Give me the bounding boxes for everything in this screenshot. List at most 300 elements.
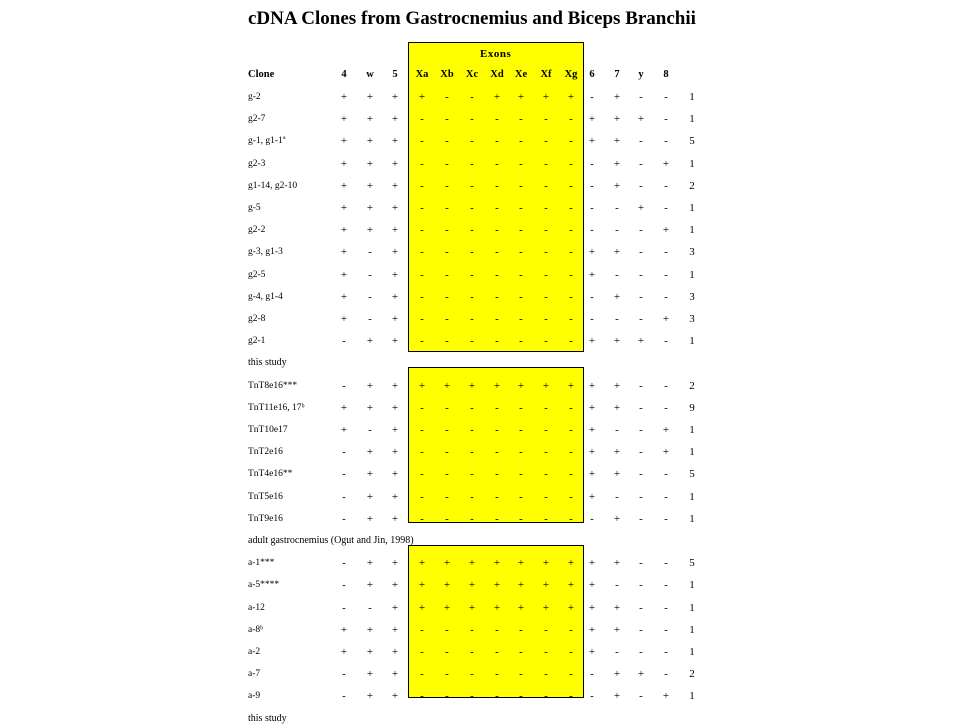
- exon-presence-cell: -: [569, 512, 573, 525]
- exon-presence-cell: +: [391, 379, 399, 392]
- exon-presence-cell: +: [366, 113, 374, 126]
- exon-presence-cell: +: [662, 224, 670, 237]
- exon-presence-cell: +: [613, 379, 621, 392]
- exon-presence-cell: -: [544, 202, 548, 214]
- exon-presence-cell: -: [495, 268, 499, 281]
- exon-presence-cell: +: [418, 379, 426, 392]
- exon-column-header: 7: [614, 69, 620, 80]
- exon-presence-cell: +: [613, 179, 621, 192]
- exon-presence-cell: -: [420, 113, 424, 126]
- exon-presence-cell: -: [615, 268, 619, 281]
- exon-presence-cell: +: [366, 557, 374, 570]
- exon-presence-cell: +: [366, 579, 374, 592]
- exon-presence-cell: -: [420, 623, 424, 636]
- exon-presence-cell: -: [495, 446, 499, 459]
- exon-presence-cell: -: [590, 224, 594, 237]
- clone-name: g2-7: [248, 114, 266, 125]
- exon-presence-cell: +: [391, 401, 399, 414]
- clone-count: 1: [689, 268, 695, 281]
- exon-presence-cell: -: [615, 224, 619, 237]
- clone-count: 1: [689, 579, 695, 592]
- exon-presence-cell: +: [542, 579, 550, 592]
- exon-presence-cell: +: [468, 601, 476, 614]
- exon-presence-cell: -: [639, 224, 643, 237]
- exon-presence-cell: -: [495, 246, 499, 259]
- exon-presence-cell: -: [615, 313, 619, 325]
- exon-presence-cell: -: [544, 490, 548, 503]
- exon-presence-cell: +: [418, 601, 426, 614]
- exon-presence-cell: -: [420, 135, 424, 148]
- exon-presence-cell: +: [340, 157, 348, 170]
- exon-presence-cell: -: [445, 202, 449, 214]
- exon-presence-cell: +: [613, 690, 621, 703]
- exon-presence-cell: -: [495, 113, 499, 126]
- table-row: [0, 378, 960, 394]
- exon-presence-cell: +: [588, 246, 596, 259]
- exon-presence-cell: +: [391, 468, 399, 481]
- table-row: [0, 222, 960, 238]
- exon-presence-cell: +: [366, 401, 374, 414]
- exon-presence-cell: +: [567, 379, 575, 392]
- exon-presence-cell: -: [495, 179, 499, 192]
- exon-presence-cell: -: [445, 668, 449, 681]
- clone-name: a-2: [248, 647, 261, 657]
- clone-count: 2: [689, 379, 695, 392]
- exon-presence-cell: -: [470, 623, 474, 636]
- exon-presence-cell: +: [637, 113, 645, 126]
- table-row: [0, 133, 960, 149]
- exon-presence-cell: +: [613, 113, 621, 126]
- exon-presence-cell: +: [418, 91, 426, 103]
- exon-presence-cell: +: [493, 557, 501, 570]
- exon-presence-cell: +: [391, 91, 399, 103]
- exon-presence-cell: -: [544, 157, 548, 170]
- exon-presence-cell: -: [368, 601, 372, 614]
- exon-presence-cell: -: [519, 401, 523, 414]
- exon-presence-cell: -: [569, 179, 573, 192]
- exon-presence-cell: -: [495, 668, 499, 681]
- exon-presence-cell: -: [664, 601, 668, 614]
- exon-presence-cell: +: [588, 579, 596, 592]
- exon-presence-cell: +: [366, 135, 374, 148]
- exon-presence-cell: -: [544, 135, 548, 148]
- exon-presence-cell: +: [493, 91, 501, 103]
- exon-presence-cell: +: [613, 446, 621, 459]
- exon-presence-cell: +: [340, 202, 348, 214]
- exon-presence-cell: -: [569, 335, 573, 348]
- exon-presence-cell: +: [443, 601, 451, 614]
- exon-presence-cell: -: [569, 202, 573, 214]
- exon-presence-cell: -: [590, 91, 594, 103]
- exon-presence-cell: +: [366, 157, 374, 170]
- exon-presence-cell: -: [590, 179, 594, 192]
- exon-presence-cell: -: [615, 646, 619, 658]
- exon-presence-cell: +: [567, 91, 575, 103]
- clone-name: a-5****: [248, 580, 280, 591]
- exon-presence-cell: -: [420, 401, 424, 414]
- exon-presence-cell: -: [495, 135, 499, 148]
- exon-presence-cell: +: [588, 446, 596, 459]
- exon-presence-cell: +: [542, 379, 550, 392]
- exon-presence-cell: +: [613, 91, 621, 103]
- exon-presence-cell: +: [391, 113, 399, 126]
- exon-presence-cell: +: [391, 623, 399, 636]
- exon-presence-cell: -: [544, 179, 548, 192]
- exon-presence-cell: -: [470, 179, 474, 192]
- exon-presence-cell: -: [470, 690, 474, 703]
- section-label: this study: [248, 357, 287, 369]
- exon-presence-cell: -: [420, 179, 424, 192]
- exon-presence-cell: -: [544, 668, 548, 681]
- clone-name: g2-5: [248, 269, 266, 280]
- clone-name: a-9: [248, 691, 261, 702]
- exon-presence-cell: -: [519, 135, 523, 148]
- clone-count: 1: [689, 446, 695, 459]
- exon-presence-cell: -: [639, 468, 643, 481]
- exon-presence-cell: -: [569, 157, 573, 170]
- exon-presence-cell: -: [664, 668, 668, 681]
- exon-presence-cell: +: [588, 623, 596, 636]
- table-row: [0, 111, 960, 127]
- exon-column-header: Xf: [540, 69, 552, 80]
- exon-presence-cell: -: [445, 91, 449, 103]
- exon-presence-cell: +: [662, 424, 670, 436]
- exon-presence-cell: -: [615, 202, 619, 214]
- exon-column-header: Xb: [440, 69, 454, 80]
- exon-presence-cell: -: [470, 202, 474, 214]
- exon-presence-cell: -: [569, 313, 573, 325]
- exon-presence-cell: -: [445, 468, 449, 481]
- exon-presence-cell: +: [493, 601, 501, 614]
- exon-presence-cell: -: [639, 646, 643, 658]
- exon-presence-cell: -: [445, 690, 449, 703]
- exon-presence-cell: -: [420, 268, 424, 281]
- exon-presence-cell: +: [391, 601, 399, 614]
- exon-presence-cell: +: [391, 313, 399, 325]
- clone-name: TnT5e16: [248, 491, 283, 502]
- table-row: [0, 400, 960, 416]
- clone-name: TnT11e16, 17ᵇ: [248, 402, 305, 413]
- exon-presence-cell: -: [664, 113, 668, 126]
- exon-presence-cell: -: [569, 113, 573, 126]
- exon-presence-cell: -: [445, 313, 449, 325]
- exon-presence-cell: -: [342, 690, 346, 703]
- clone-count: 3: [689, 290, 695, 303]
- exon-presence-cell: +: [517, 601, 525, 614]
- clone-name: g-5: [248, 203, 261, 213]
- exon-presence-cell: -: [342, 490, 346, 503]
- exon-presence-cell: -: [544, 224, 548, 237]
- exon-presence-cell: -: [420, 690, 424, 703]
- exon-presence-cell: +: [613, 335, 621, 348]
- exon-presence-cell: -: [495, 401, 499, 414]
- exon-presence-cell: -: [664, 379, 668, 392]
- table-row: [0, 644, 960, 660]
- exon-presence-cell: -: [544, 424, 548, 436]
- exon-presence-cell: -: [445, 179, 449, 192]
- exon-presence-cell: -: [519, 446, 523, 459]
- exon-presence-cell: +: [391, 179, 399, 192]
- exon-presence-cell: +: [340, 313, 348, 325]
- exon-presence-cell: -: [470, 424, 474, 436]
- exon-presence-cell: -: [495, 468, 499, 481]
- table-row: [0, 666, 960, 682]
- clone-name: TnT8e16***: [248, 380, 298, 391]
- clone-count: 3: [689, 313, 695, 325]
- exon-presence-cell: +: [391, 135, 399, 148]
- exon-presence-cell: +: [493, 579, 501, 592]
- exon-presence-cell: -: [519, 179, 523, 192]
- exon-presence-cell: -: [639, 623, 643, 636]
- exon-presence-cell: -: [420, 313, 424, 325]
- exon-presence-cell: -: [470, 313, 474, 325]
- exon-presence-cell: -: [544, 446, 548, 459]
- exon-presence-cell: +: [613, 601, 621, 614]
- exon-presence-cell: -: [664, 512, 668, 525]
- exon-presence-cell: +: [391, 268, 399, 281]
- clone-count: 1: [689, 690, 695, 703]
- table-row: [0, 156, 960, 172]
- exon-column-header: 4: [341, 69, 347, 80]
- exon-presence-cell: -: [664, 246, 668, 259]
- exon-presence-cell: +: [366, 468, 374, 481]
- exon-presence-cell: -: [420, 468, 424, 481]
- exon-presence-cell: +: [366, 91, 374, 103]
- exon-presence-cell: -: [470, 468, 474, 481]
- table-row: [0, 688, 960, 704]
- exon-presence-cell: +: [340, 135, 348, 148]
- exon-presence-cell: -: [664, 335, 668, 348]
- exon-presence-cell: -: [445, 246, 449, 259]
- exon-presence-cell: -: [420, 202, 424, 214]
- exon-presence-cell: -: [544, 512, 548, 525]
- exon-presence-cell: +: [366, 224, 374, 237]
- exon-presence-cell: +: [637, 202, 645, 214]
- exon-presence-cell: +: [391, 512, 399, 525]
- clone-name: TnT2e16: [248, 447, 283, 458]
- clone-count: 1: [689, 91, 695, 103]
- section-label: this study: [248, 712, 287, 724]
- clone-count: 1: [689, 224, 695, 237]
- exon-presence-cell: -: [368, 313, 372, 325]
- exon-presence-cell: -: [639, 313, 643, 325]
- exon-presence-cell: -: [519, 490, 523, 503]
- table-row: [0, 200, 960, 216]
- exon-presence-cell: +: [391, 424, 399, 436]
- exon-presence-cell: +: [542, 601, 550, 614]
- exon-presence-cell: -: [664, 557, 668, 570]
- exon-presence-cell: +: [588, 646, 596, 658]
- exon-presence-cell: -: [445, 446, 449, 459]
- exon-presence-cell: +: [588, 557, 596, 570]
- exon-presence-cell: +: [613, 512, 621, 525]
- exon-presence-cell: -: [664, 623, 668, 636]
- exon-presence-cell: +: [366, 668, 374, 681]
- exon-presence-cell: +: [588, 268, 596, 281]
- exon-presence-cell: -: [639, 401, 643, 414]
- exon-presence-cell: +: [366, 490, 374, 503]
- table-row: [0, 267, 960, 283]
- exon-presence-cell: +: [366, 690, 374, 703]
- exon-presence-cell: +: [340, 91, 348, 103]
- exon-presence-cell: +: [613, 157, 621, 170]
- exon-presence-cell: -: [544, 335, 548, 348]
- exon-presence-cell: +: [662, 446, 670, 459]
- exon-presence-cell: -: [569, 224, 573, 237]
- exon-presence-cell: -: [495, 490, 499, 503]
- exon-presence-cell: -: [495, 512, 499, 525]
- exon-presence-cell: -: [664, 401, 668, 414]
- exon-presence-cell: -: [590, 690, 594, 703]
- exon-presence-cell: -: [639, 601, 643, 614]
- exon-presence-cell: -: [420, 424, 424, 436]
- exon-presence-cell: -: [445, 157, 449, 170]
- exon-presence-cell: -: [342, 579, 346, 592]
- exon-presence-cell: +: [637, 668, 645, 681]
- exon-presence-cell: +: [366, 202, 374, 214]
- exon-presence-cell: +: [613, 468, 621, 481]
- exon-presence-cell: +: [391, 224, 399, 237]
- exon-presence-cell: +: [588, 113, 596, 126]
- exon-presence-cell: +: [391, 646, 399, 658]
- exon-presence-cell: +: [613, 401, 621, 414]
- exon-presence-cell: -: [420, 668, 424, 681]
- clone-name: g2-1: [248, 336, 266, 347]
- exon-presence-cell: -: [445, 401, 449, 414]
- exon-presence-cell: -: [639, 135, 643, 148]
- exon-presence-cell: +: [588, 379, 596, 392]
- exon-presence-cell: -: [615, 490, 619, 503]
- exon-presence-cell: -: [639, 246, 643, 259]
- exon-presence-cell: +: [366, 646, 374, 658]
- exon-presence-cell: +: [391, 202, 399, 214]
- exon-presence-cell: -: [470, 490, 474, 503]
- exon-presence-cell: -: [368, 290, 372, 303]
- clone-name: a-12: [248, 602, 265, 613]
- exon-presence-cell: -: [544, 113, 548, 126]
- exon-presence-cell: +: [366, 335, 374, 348]
- exon-presence-cell: -: [445, 646, 449, 658]
- exon-column-header: w: [366, 69, 374, 80]
- exon-presence-cell: -: [470, 246, 474, 259]
- exon-presence-cell: -: [590, 202, 594, 214]
- exon-presence-cell: +: [567, 601, 575, 614]
- exon-presence-cell: -: [420, 646, 424, 658]
- exon-column-header: 6: [589, 69, 595, 80]
- exon-presence-cell: +: [443, 557, 451, 570]
- table-row: [0, 489, 960, 505]
- exon-presence-cell: +: [391, 157, 399, 170]
- exon-presence-cell: +: [588, 401, 596, 414]
- exon-presence-cell: +: [567, 557, 575, 570]
- exon-presence-cell: -: [420, 490, 424, 503]
- clone-name: a-7: [248, 669, 261, 680]
- exon-presence-cell: -: [544, 290, 548, 303]
- exon-presence-cell: +: [391, 579, 399, 592]
- table-header-row: [0, 67, 960, 83]
- exon-presence-cell: +: [613, 290, 621, 303]
- exon-presence-cell: -: [519, 424, 523, 436]
- clone-count: 2: [689, 668, 695, 681]
- exon-presence-cell: -: [342, 446, 346, 459]
- exon-presence-cell: -: [569, 401, 573, 414]
- exon-presence-cell: -: [342, 335, 346, 348]
- exon-presence-cell: -: [569, 623, 573, 636]
- exon-presence-cell: -: [420, 290, 424, 303]
- clone-name: g1-14, g2-10: [248, 180, 298, 191]
- exon-presence-cell: +: [366, 512, 374, 525]
- exon-presence-cell: -: [519, 313, 523, 325]
- exon-presence-cell: -: [664, 179, 668, 192]
- exon-presence-cell: +: [613, 668, 621, 681]
- exon-presence-cell: -: [639, 268, 643, 281]
- exon-presence-cell: -: [342, 468, 346, 481]
- clone-name: g-1, g1-1ª: [248, 136, 286, 147]
- exon-presence-cell: -: [445, 335, 449, 348]
- exon-presence-cell: +: [366, 623, 374, 636]
- exon-presence-cell: +: [493, 379, 501, 392]
- exon-presence-cell: -: [519, 113, 523, 126]
- exon-presence-cell: -: [639, 690, 643, 703]
- exon-presence-cell: -: [495, 335, 499, 348]
- exon-column-header: Xa: [415, 69, 429, 80]
- exon-presence-cell: -: [519, 668, 523, 681]
- exon-presence-cell: -: [420, 335, 424, 348]
- exon-presence-cell: +: [588, 468, 596, 481]
- exon-presence-cell: -: [590, 668, 594, 681]
- exon-presence-cell: +: [391, 490, 399, 503]
- exon-presence-cell: +: [662, 690, 670, 703]
- exon-presence-cell: +: [613, 557, 621, 570]
- exon-presence-cell: +: [517, 91, 525, 103]
- clone-count: 1: [689, 157, 695, 170]
- exon-presence-cell: -: [342, 512, 346, 525]
- exon-presence-cell: -: [569, 135, 573, 148]
- exon-presence-cell: +: [542, 557, 550, 570]
- exon-presence-cell: -: [495, 313, 499, 325]
- exon-presence-cell: -: [519, 690, 523, 703]
- exon-presence-cell: -: [368, 246, 372, 259]
- table-row: [0, 622, 960, 638]
- exon-presence-cell: -: [519, 623, 523, 636]
- exon-presence-cell: -: [639, 179, 643, 192]
- exon-presence-cell: -: [445, 424, 449, 436]
- table-row: [0, 555, 960, 571]
- exon-presence-cell: -: [544, 623, 548, 636]
- exon-presence-cell: +: [340, 246, 348, 259]
- exon-presence-cell: +: [613, 135, 621, 148]
- exon-presence-cell: -: [445, 623, 449, 636]
- exon-presence-cell: -: [519, 646, 523, 658]
- exon-presence-cell: -: [664, 91, 668, 103]
- exon-presence-cell: +: [588, 135, 596, 148]
- exon-presence-cell: +: [340, 401, 348, 414]
- exon-presence-cell: -: [569, 468, 573, 481]
- table-row: [0, 511, 960, 527]
- table-row: [0, 333, 960, 349]
- exon-presence-cell: -: [639, 424, 643, 436]
- clone-count: 1: [689, 512, 695, 525]
- exon-presence-cell: +: [588, 490, 596, 503]
- exon-presence-cell: -: [569, 668, 573, 681]
- exon-presence-cell: +: [588, 335, 596, 348]
- exon-presence-cell: -: [470, 135, 474, 148]
- exon-presence-cell: -: [470, 157, 474, 170]
- exon-presence-cell: -: [470, 224, 474, 237]
- exon-presence-cell: -: [420, 246, 424, 259]
- exon-presence-cell: -: [590, 290, 594, 303]
- exon-presence-cell: -: [569, 290, 573, 303]
